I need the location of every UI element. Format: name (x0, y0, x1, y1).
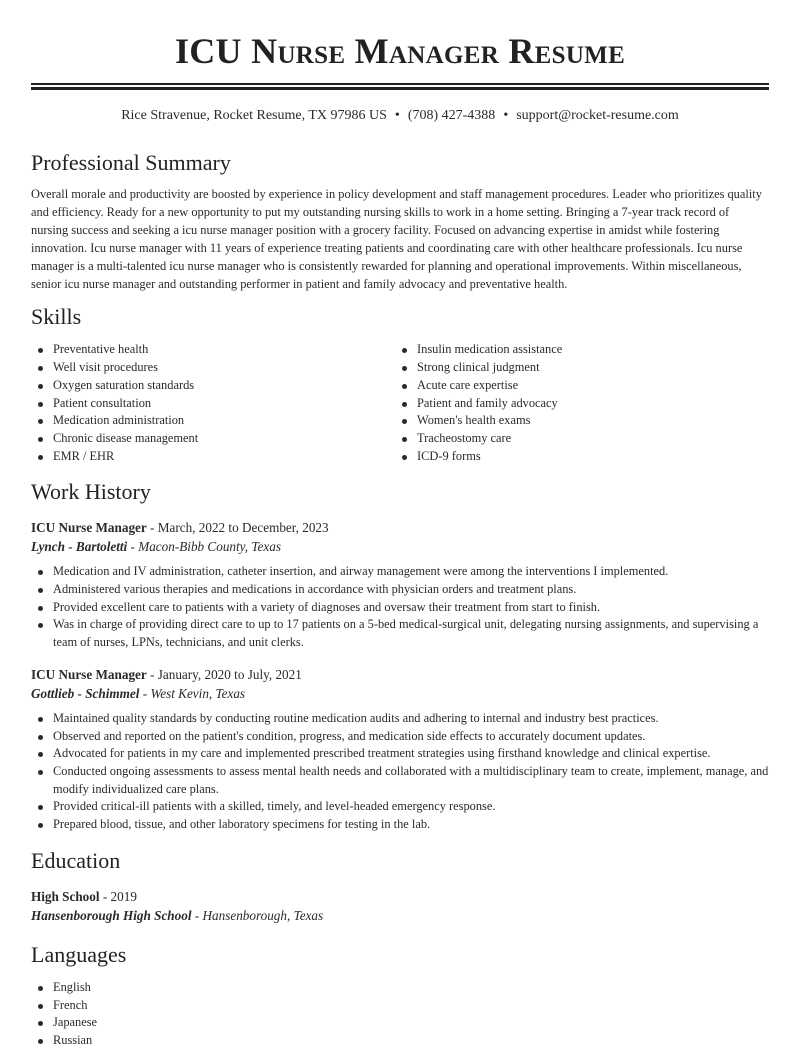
job-dates: March, 2022 to December, 2023 (157, 520, 329, 536)
language-item: Russian (31, 1032, 769, 1050)
skill-item: Well visit procedures (31, 359, 395, 377)
job-title: ICU Nurse Manager (31, 666, 147, 682)
skill-item: Oxygen saturation standards (31, 377, 395, 395)
contact-address: Rice Stravenue, Rocket Resume, TX 97986 US (121, 108, 387, 123)
languages-list (31, 979, 769, 1050)
education-school: Hansenborough High School (31, 907, 192, 923)
job-duty: Conducted ongoing assessments to assess mental health needs and collaborated with a multidisciplinary team to create, implement, manage, and modify individualized care plans. (31, 763, 769, 798)
header-divider-bottom (31, 87, 769, 90)
job-location: Macon-Bibb County, Texas (138, 539, 281, 555)
job-title: ICU Nurse Manager (31, 520, 147, 536)
skill-item: Medication administration (31, 412, 395, 430)
skills-heading: Skills (31, 304, 82, 330)
job-dates: January, 2020 to July, 2021 (157, 666, 302, 682)
skill-item: EMR / EHR (31, 448, 395, 466)
resume-page (31, 0, 769, 1050)
job-location: West Kevin, Texas (150, 685, 246, 701)
skills-list-left (31, 341, 395, 465)
skills-section (31, 303, 769, 465)
education-dash: - (191, 907, 203, 923)
summary-text: Overall morale and productivity are boosted by experience in policy development and staff management procedures. Leader who prioritizes quality and efficiency. Ready for a new opportunity to put my outstanding nursing skills to work in a home setting. Bringing a 7-year track record of nursing success and seeking a icu nurse manager position with a grocery facility. Focused on advancing expertise in amidst while fostering innovation. Icu nurse manager with 11 years of experience treating patients and coordinating care with other healthcare professionals. Icu nurse manager is a multi-talented icu nurse manager who is consistently rewarded for planning and operational improvements. Within miscellaneous, senior icu nurse manager and outstanding performer in patient and family advocacy and preventative health. (31, 187, 762, 291)
education-degree: High School (31, 888, 100, 904)
skill-item: ICD-9 forms (395, 448, 759, 466)
job-employer (31, 684, 769, 704)
job-company: Lynch - Bartoletti (31, 539, 128, 555)
job-duties (31, 563, 769, 652)
skill-item: Strong clinical judgment (395, 359, 759, 377)
job-duty: Observed and reported on the patient's condition, progress, and medication side effects to accurately document updates. (31, 728, 769, 746)
skill-item: Acute care expertise (395, 377, 759, 395)
education-entry (31, 888, 769, 926)
job-duty: Administered various therapies and medications in accordance with physician orders and treatment plans. (31, 581, 769, 599)
work-history-section (31, 478, 769, 833)
skill-item: Chronic disease management (31, 430, 395, 448)
job-dash: - (127, 539, 139, 555)
language-item: English (31, 979, 769, 997)
job-duty: Medication and IV administration, catheter insertion, and airway management were among the interventions I implemented. (31, 563, 769, 581)
job-duty: Advocated for patients in my care and implemented prescribed treatment strategies using firsthand knowledge and clinical expertise. (31, 745, 769, 763)
job-entry (31, 666, 769, 834)
job-employer (31, 537, 769, 557)
contact-separator: • (503, 108, 509, 123)
job-duties (31, 710, 769, 834)
language-item: Japanese (31, 1014, 769, 1032)
skill-item: Insulin medication assistance (395, 341, 759, 359)
skill-item: Patient consultation (31, 395, 395, 413)
education-year: 2019 (110, 888, 137, 904)
job-dash: - (146, 666, 158, 682)
work-history-heading: Work History (31, 479, 151, 505)
summary-heading: Professional Summary (31, 150, 231, 175)
job-dash: - (139, 685, 151, 701)
contact-line (31, 107, 769, 125)
skill-item: Tracheostomy care (395, 430, 759, 448)
job-duty: Maintained quality standards by conducting routine medication audits and adhering to internal and industry best practices. (31, 710, 769, 728)
language-item: French (31, 997, 769, 1015)
job-duty: Provided critical-ill patients with a skilled, timely, and level-headed emergency response. (31, 798, 769, 816)
skills-grid (31, 341, 769, 465)
languages-heading: Languages (31, 941, 127, 967)
education-heading: Education (31, 847, 121, 873)
education-dash: - (99, 888, 111, 904)
job-dash: - (146, 520, 158, 536)
job-duty: Was in charge of providing direct care to up to 17 patients on a 5-bed medical-surgical unit, delegating nursing assignments, and supervising a team of nurses, LPNs, technicians, and unit clerks. (31, 616, 769, 651)
skills-list-right (395, 341, 759, 465)
job-company: Gottlieb - Schimmel (31, 685, 140, 701)
education-section (31, 847, 769, 926)
job-duty: Prepared blood, tissue, and other laboratory specimens for testing in the lab. (31, 816, 769, 834)
skill-item: Preventative health (31, 341, 395, 359)
resume-title: ICU Nurse Manager Resume (174, 31, 626, 71)
contact-separator: • (394, 108, 400, 123)
education-institution (31, 906, 769, 926)
education-header (31, 888, 769, 906)
skill-item: Patient and family advocacy (395, 395, 759, 413)
header-divider-top (31, 83, 769, 85)
job-entry (31, 519, 769, 652)
summary-section (31, 149, 769, 293)
contact-email: support@rocket-resume.com (516, 108, 679, 123)
job-duty: Provided excellent care to patients with a variety of diagnoses and oversaw their treatment from start to finish. (31, 599, 769, 617)
education-location: Hansenborough, Texas (202, 907, 324, 923)
contact-phone: (708) 427-4388 (407, 108, 496, 123)
skill-item: Women's health exams (395, 412, 759, 430)
job-header (31, 666, 769, 684)
languages-section (31, 941, 769, 1050)
job-header (31, 519, 769, 537)
